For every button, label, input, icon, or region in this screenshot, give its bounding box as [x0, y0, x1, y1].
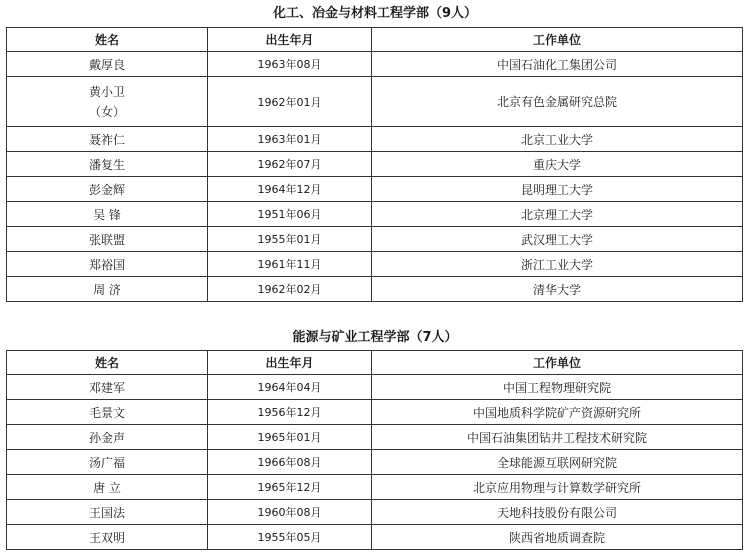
cell-name: 邓建军 — [7, 375, 208, 400]
cell-birth: 1962年01月 — [208, 77, 372, 127]
column-header-unit: 工作单位 — [372, 28, 743, 52]
roster-table-chemical-metallurgy — [6, 27, 743, 302]
cell-birth: 1962年07月 — [208, 152, 372, 177]
cell-unit: 陕西省地质调查院 — [372, 525, 743, 550]
cell-unit: 全球能源互联网研究院 — [372, 450, 743, 475]
cell-birth: 1951年06月 — [208, 202, 372, 227]
cell-name — [7, 77, 208, 127]
table-row — [7, 400, 743, 425]
cell-name: 郑裕国 — [7, 252, 208, 277]
table-row — [7, 375, 743, 400]
column-header-unit: 工作单位 — [372, 351, 743, 375]
cell-name: 吴 锋 — [7, 202, 208, 227]
column-header-name: 姓名 — [7, 351, 208, 375]
table-row — [7, 475, 743, 500]
cell-birth: 1962年02月 — [208, 277, 372, 302]
cell-name: 周 济 — [7, 277, 208, 302]
table-row — [7, 425, 743, 450]
cell-birth: 1960年08月 — [208, 500, 372, 525]
table-row — [7, 252, 743, 277]
cell-name: 王双明 — [7, 525, 208, 550]
cell-name: 孙金声 — [7, 425, 208, 450]
column-header-name: 姓名 — [7, 28, 208, 52]
cell-name: 王国法 — [7, 500, 208, 525]
table-header-row — [7, 28, 743, 52]
table-row — [7, 227, 743, 252]
cell-unit: 中国石油化工集团公司 — [372, 52, 743, 77]
cell-birth: 1956年12月 — [208, 400, 372, 425]
cell-unit: 北京工业大学 — [372, 127, 743, 152]
cell-birth: 1963年08月 — [208, 52, 372, 77]
cell-unit: 中国地质科学院矿产资源研究所 — [372, 400, 743, 425]
cell-unit: 昆明理工大学 — [372, 177, 743, 202]
cell-birth: 1955年05月 — [208, 525, 372, 550]
section-title-chemical-metallurgy: 化工、冶金与材料工程学部（9人） — [272, 6, 478, 21]
cell-name: 唐 立 — [7, 475, 208, 500]
table-row — [7, 152, 743, 177]
cell-birth: 1966年08月 — [208, 450, 372, 475]
table-row — [7, 177, 743, 202]
cell-unit: 中国石油集团钻井工程技术研究院 — [372, 425, 743, 450]
cell-unit: 北京有色金属研究总院 — [372, 77, 743, 127]
section-title-energy-mining: 能源与矿业工程学部（7人） — [292, 330, 458, 345]
cell-birth: 1965年01月 — [208, 425, 372, 450]
cell-name: 彭金辉 — [7, 177, 208, 202]
cell-unit: 浙江工业大学 — [372, 252, 743, 277]
cell-name: 张联盟 — [7, 227, 208, 252]
cell-name: 毛景文 — [7, 400, 208, 425]
cell-unit: 武汉理工大学 — [372, 227, 743, 252]
column-header-birth: 出生年月 — [208, 28, 372, 52]
cell-name: 汤广福 — [7, 450, 208, 475]
cell-name: 戴厚良 — [7, 52, 208, 77]
table-row — [7, 450, 743, 475]
cell-unit: 清华大学 — [372, 277, 743, 302]
table-row — [7, 277, 743, 302]
cell-unit: 重庆大学 — [372, 152, 743, 177]
table-row — [7, 525, 743, 550]
cell-birth: 1965年12月 — [208, 475, 372, 500]
cell-birth: 1963年01月 — [208, 127, 372, 152]
cell-name-note: （女） — [88, 104, 125, 119]
cell-birth: 1961年11月 — [208, 252, 372, 277]
table-row — [7, 77, 743, 127]
cell-name: 潘复生 — [7, 152, 208, 177]
cell-birth: 1964年12月 — [208, 177, 372, 202]
table-header-row — [7, 351, 743, 375]
cell-name-line: 黄小卫 — [88, 84, 125, 99]
column-header-birth: 出生年月 — [208, 351, 372, 375]
cell-birth: 1964年04月 — [208, 375, 372, 400]
cell-birth: 1955年01月 — [208, 227, 372, 252]
cell-unit: 中国工程物理研究院 — [372, 375, 743, 400]
table-row — [7, 127, 743, 152]
roster-table-energy-mining — [6, 350, 743, 550]
table-row — [7, 202, 743, 227]
cell-name: 聂祚仁 — [7, 127, 208, 152]
cell-unit: 北京应用物理与计算数学研究所 — [372, 475, 743, 500]
cell-unit: 北京理工大学 — [372, 202, 743, 227]
table-row — [7, 500, 743, 525]
table-row — [7, 52, 743, 77]
cell-unit: 天地科技股份有限公司 — [372, 500, 743, 525]
